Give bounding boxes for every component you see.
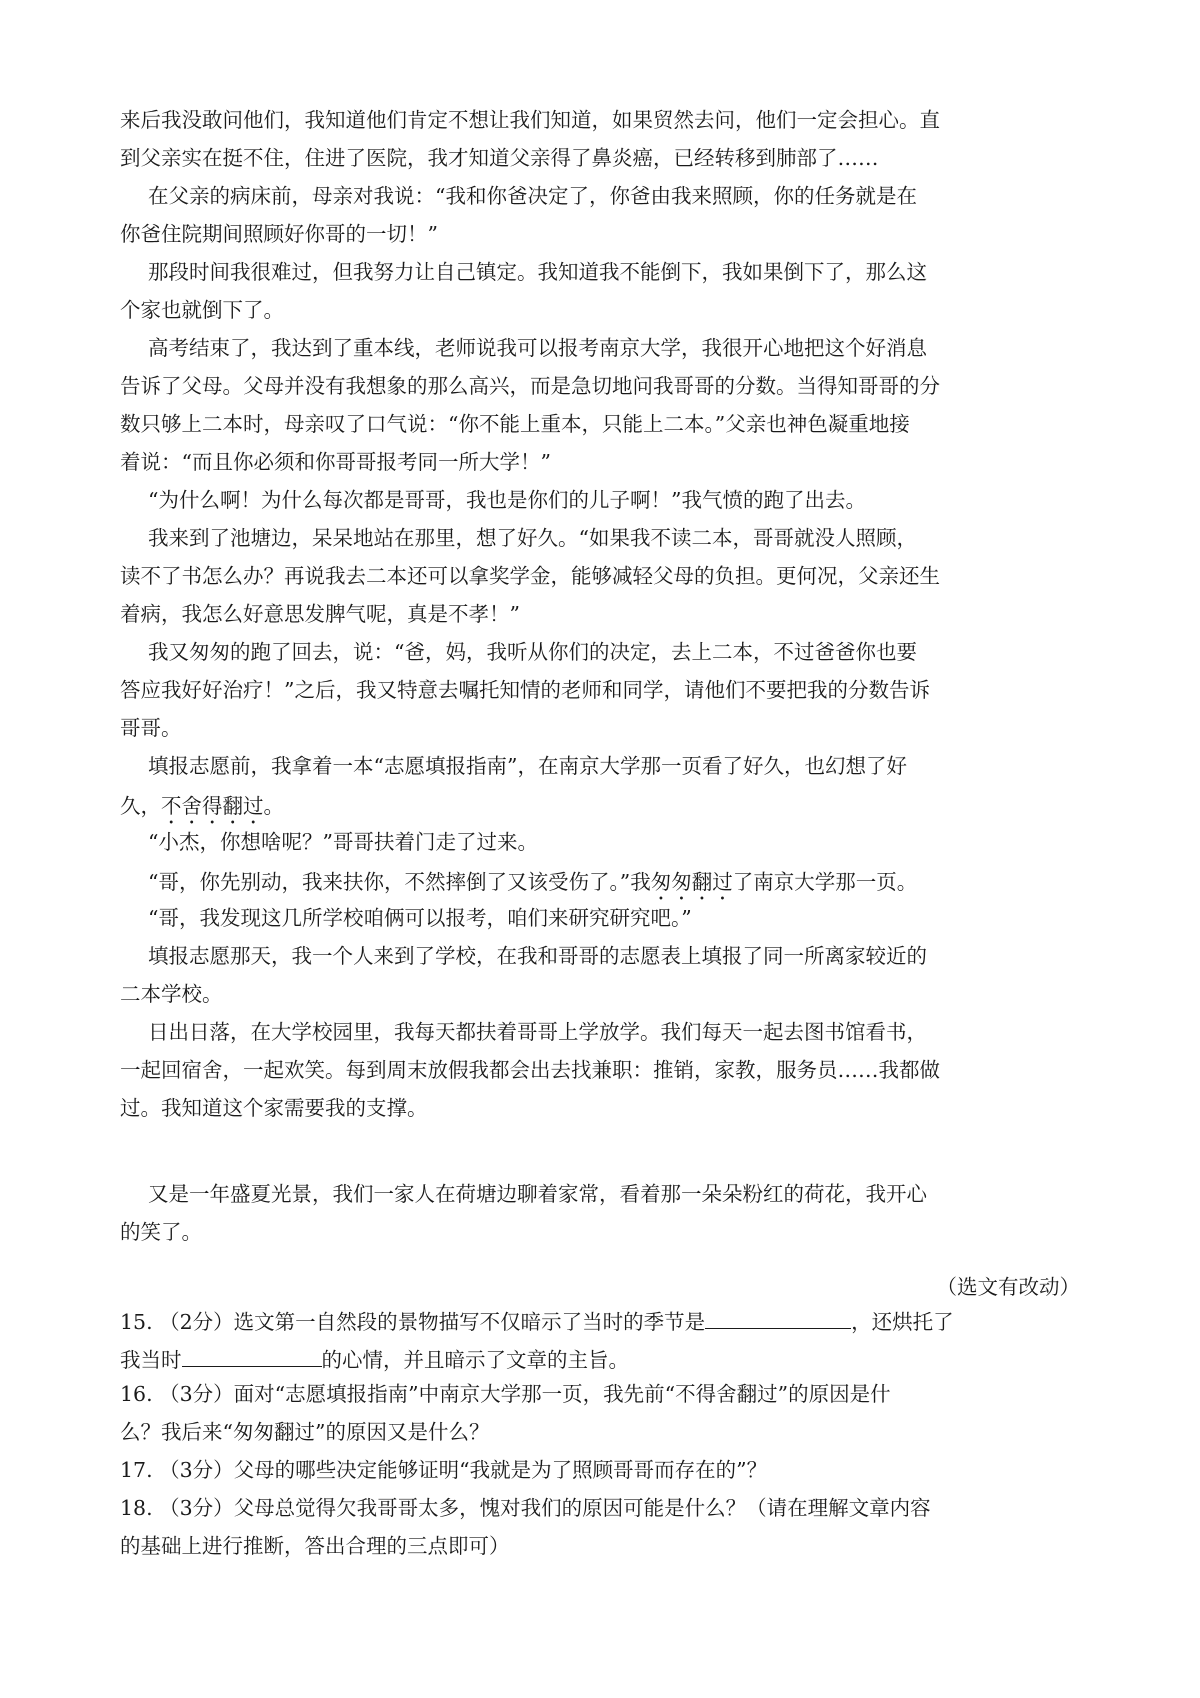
question-18-cont: 的基础上进行推断，答出合理的三点即可） bbox=[120, 1534, 510, 1558]
story-line bbox=[148, 870, 917, 905]
story-line: 日出日落，在大学校园里，我每天都扶着哥哥上学放学。我们每天一起去图书馆看书， bbox=[148, 1020, 927, 1044]
story-line: 到父亲实在挺不住，住进了医院，我才知道父亲得了鼻炎癌，已经转移到肺部了…… bbox=[120, 146, 879, 170]
story-line: 哥哥。 bbox=[120, 716, 182, 740]
story-line: 来后我没敢问他们，我知道他们肯定不想让我们知道，如果贸然去问，他们一定会担心。直 bbox=[120, 108, 940, 132]
question-17: 17. （3分）父母的哪些决定能够证明“我就是为了照顾哥哥而存在的”？ bbox=[120, 1458, 768, 1482]
story-text: 。 bbox=[263, 794, 284, 818]
question-15 bbox=[120, 1308, 954, 1333]
story-line: 填报志愿那天，我一个人来到了学校，在我和哥哥的志愿表上填报了同一所离家较近的 bbox=[148, 944, 927, 968]
answer-blank-season[interactable] bbox=[705, 1308, 851, 1329]
emphasized-phrase: 不舍得翻过 bbox=[161, 794, 264, 818]
story-line: 个家也就倒下了。 bbox=[120, 298, 284, 322]
question-text: 15. （2分）选文第一自然段的景物描写不仅暗示了当时的季节是 bbox=[120, 1310, 706, 1334]
story-line: 又是一年盛夏光景，我们一家人在荷塘边聊着家常，看着那一朵朵粉红的荷花，我开心 bbox=[148, 1182, 927, 1206]
answer-blank-mood[interactable] bbox=[182, 1346, 322, 1367]
story-line: 告诉了父母。父母并没有我想象的那么高兴，而是急切地问我哥哥的分数。当得知哥哥的分 bbox=[120, 374, 940, 398]
question-text: 我当时 bbox=[120, 1348, 182, 1372]
story-line: “哥，我发现这几所学校咱俩可以报考，咱们来研究研究吧。” bbox=[148, 906, 692, 930]
story-line: 你爸住院期间照顾好你哥的一切！” bbox=[120, 222, 438, 246]
story-line: 那段时间我很难过，但我努力让自己镇定。我知道我不能倒下，我如果倒下了，那么这 bbox=[148, 260, 927, 284]
story-line: 读不了书怎么办？再说我去二本还可以拿奖学金，能够减轻父母的负担。更何况，父亲还生 bbox=[120, 564, 940, 588]
story-line: 高考结束了，我达到了重本线，老师说我可以报考南京大学，我很开心地把这个好消息 bbox=[148, 336, 927, 360]
story-line: 填报志愿前，我拿着一本“志愿填报指南”，在南京大学那一页看了好久，也幻想了好 bbox=[148, 754, 907, 778]
question-text: ，还烘托了 bbox=[851, 1310, 954, 1334]
story-line: 着说：“而且你必须和你哥哥报考同一所大学！” bbox=[120, 450, 551, 474]
question-18: 18. （3分）父母总觉得欠我哥哥太多，愧对我们的原因可能是什么？（请在理解文章内容 bbox=[120, 1496, 931, 1520]
story-line bbox=[120, 794, 284, 829]
question-text: 的心情，并且暗示了文章的主旨。 bbox=[321, 1348, 629, 1372]
story-line: 我来到了池塘边，呆呆地站在那里，想了好久。“如果我不读二本，哥哥就没人照顾， bbox=[148, 526, 917, 550]
question-16-cont: 么？我后来“匆匆翻过”的原因又是什么？ bbox=[120, 1420, 490, 1444]
story-line: 答应我好好治疗！”之后，我又特意去嘱托知情的老师和同学，请他们不要把我的分数告诉 bbox=[120, 678, 930, 702]
story-line: 的笑了。 bbox=[120, 1220, 202, 1244]
story-line: 我又匆匆的跑了回去，说：“爸，妈，我听从你们的决定，去上二本，不过爸爸你也要 bbox=[148, 640, 917, 664]
story-line: 数只够上二本时，母亲叹了口气说：“你不能上重本，只能上二本。”父亲也神色凝重地接 bbox=[120, 412, 910, 436]
question-15-cont bbox=[120, 1346, 629, 1371]
question-16: 16. （3分）面对“志愿填报指南”中南京大学那一页，我先前“不得舍翻过”的原因是什 bbox=[120, 1382, 891, 1406]
story-text: “哥，你先别动，我来扶你，不然摔倒了又该受伤了。”我 bbox=[148, 870, 651, 894]
story-line: 一起回宿舍，一起欢笑。每到周末放假我都会出去找兼职：推销，家教，服务员……我都做 bbox=[120, 1058, 940, 1082]
story-line: “小杰，你想啥呢？”哥哥扶着门走了过来。 bbox=[148, 830, 538, 854]
story-line: “为什么啊！为什么每次都是哥哥，我也是你们的儿子啊！”我气愤的跑了出去。 bbox=[148, 488, 866, 512]
story-line: 过。我知道这个家需要我的支撑。 bbox=[120, 1096, 428, 1120]
story-line: 着病，我怎么好意思发脾气呢，真是不孝！” bbox=[120, 602, 520, 626]
story-text: 久， bbox=[120, 794, 161, 818]
story-text: 了南京大学那一页。 bbox=[732, 870, 918, 894]
story-line: 在父亲的病床前，母亲对我说：“我和你爸决定了，你爸由我来照顾，你的任务就是在 bbox=[148, 184, 917, 208]
emphasized-phrase: 匆匆翻过 bbox=[650, 870, 733, 894]
source-note: （选文有改动） bbox=[936, 1275, 1080, 1299]
story-line: 二本学校。 bbox=[120, 982, 223, 1006]
